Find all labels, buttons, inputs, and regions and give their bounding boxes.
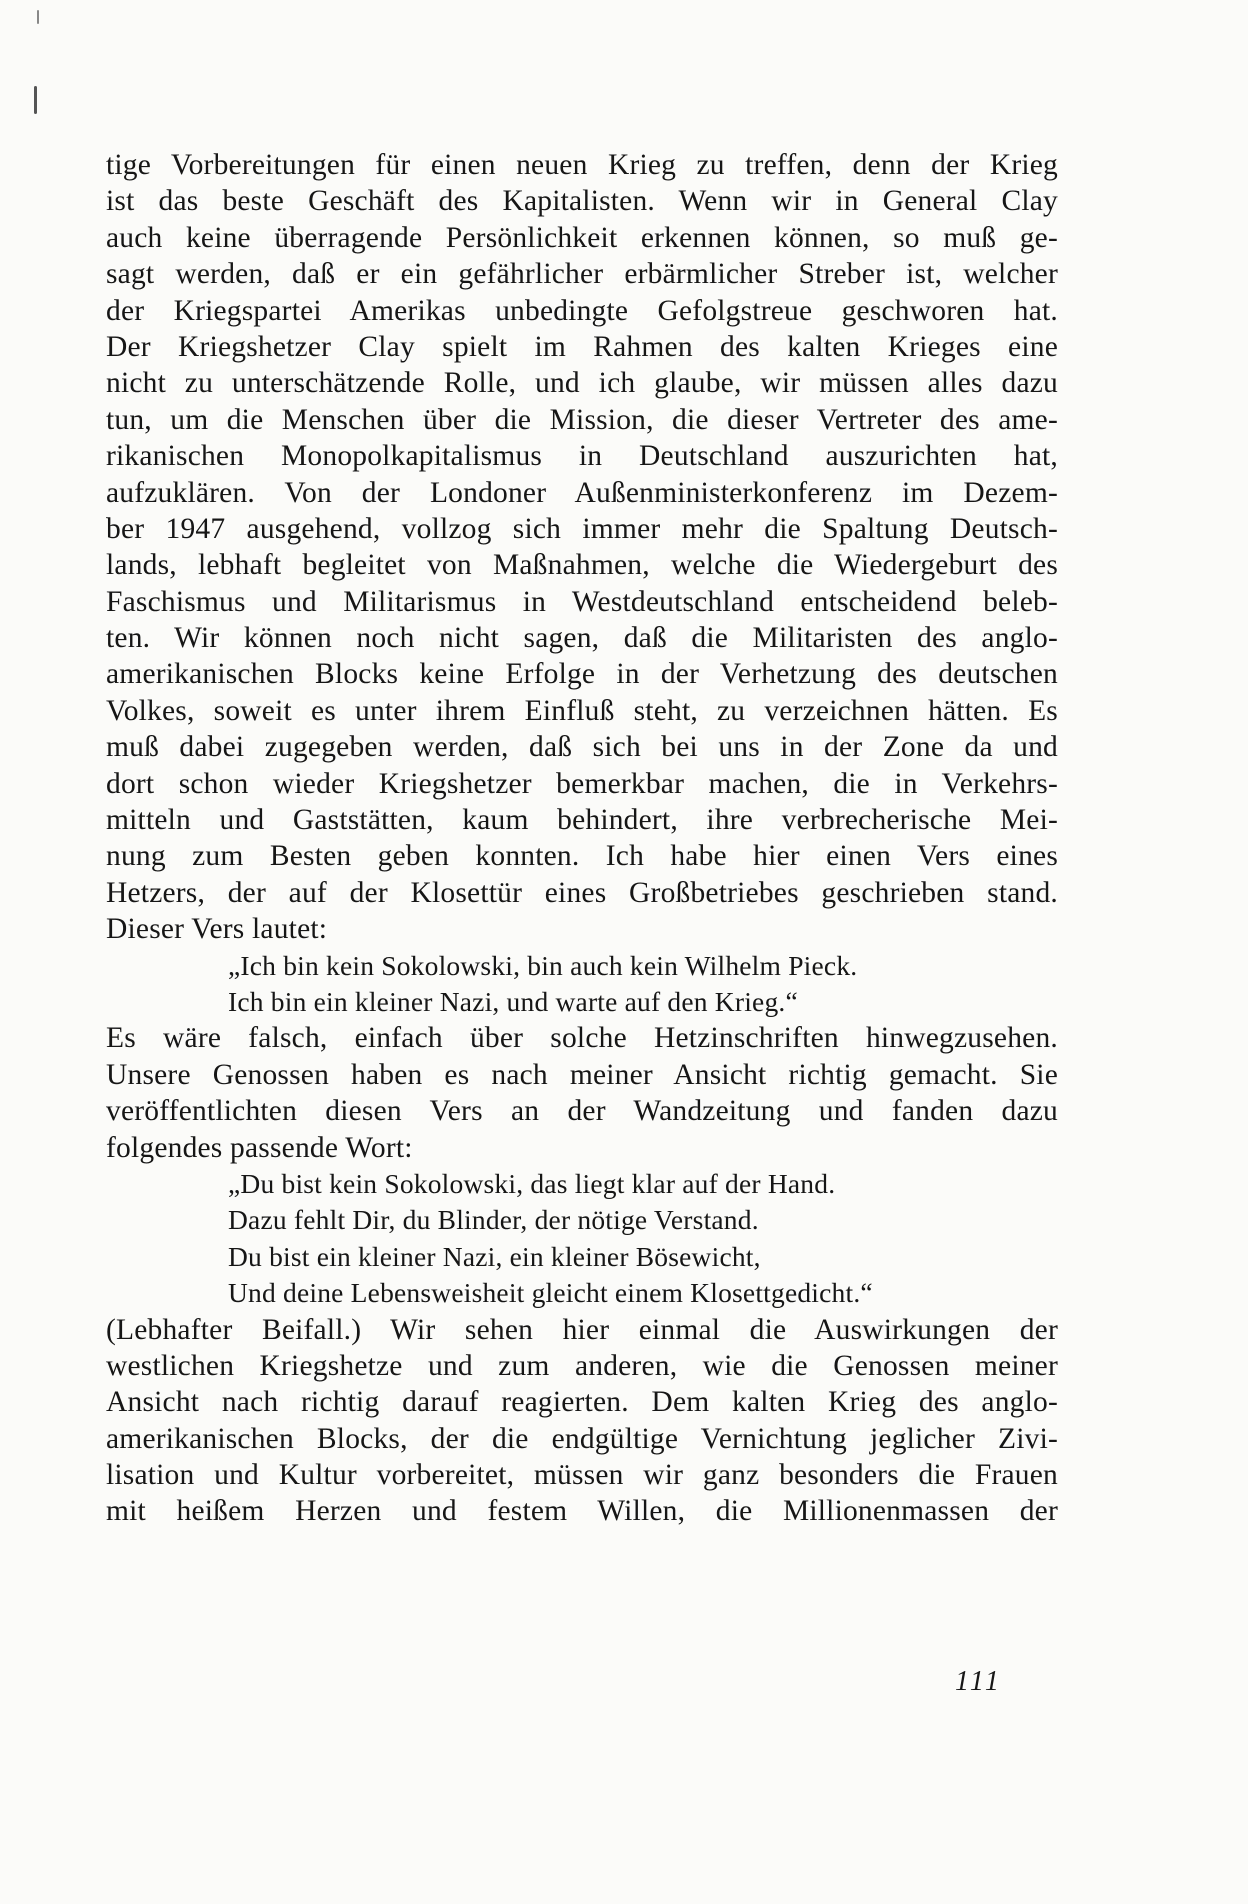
text-line: amerikanischen Blocks, der die endgültige Vernichtung jeglicher Zivi-: [106, 1422, 1058, 1455]
text-line: folgendes passende Wort:: [106, 1131, 413, 1164]
text-line: tun, um die Menschen über die Mission, die dieser Vertreter des ame-: [106, 403, 1058, 436]
text-line: westlichen Kriegshetze und zum anderen, wie die Genossen meiner: [106, 1349, 1058, 1382]
text-line: ten. Wir können noch nicht sagen, daß die Militaristen des anglo-: [106, 622, 1058, 655]
text-line: Dieser Vers lautet:: [106, 913, 328, 946]
text-line: ber 1947 ausgehend, vollzog sich immer mehr die Spaltung Deutsch-: [106, 512, 1058, 545]
text-line: nung zum Besten geben konnten. Ich habe hier einen Vers eines: [106, 840, 1058, 873]
text-line: der Kriegspartei Amerikas unbedingte Gefolgstreue geschworen hat.: [106, 294, 1058, 327]
text-line: Unsere Genossen haben es nach meiner Ansicht richtig gemacht. Sie: [106, 1058, 1058, 1091]
text-line: nicht zu unterschätzende Rolle, und ich glaube, wir müssen alles dazu: [106, 367, 1058, 400]
text-line: veröffentlichten diesen Vers an der Wandzeitung und fanden dazu: [106, 1095, 1058, 1128]
scan-edge-mark: [37, 10, 39, 24]
text-line: mitteln und Gaststätten, kaum behindert, ihre verbrecherische Mei-: [106, 804, 1058, 837]
text-line: aufzuklären. Von der Londoner Außenministerkonferenz im Dezem-: [106, 476, 1058, 509]
text-line: Ansicht nach richtig darauf reagierten. Dem kalten Krieg des anglo-: [106, 1386, 1058, 1419]
text-line: lands, lebhaft begleitet von Maßnahmen, welche die Wiedergeburt des: [106, 549, 1058, 582]
text-line: lisation und Kultur vorbereitet, müssen wir ganz besonders die Frauen: [106, 1459, 1058, 1492]
text-line: rikanischen Monopolkapitalismus in Deutschland auszurichten hat,: [106, 440, 1058, 473]
text-line: auch keine überragende Persönlichkeit erkennen können, so muß ge-: [106, 221, 1058, 254]
scan-edge-mark: [34, 86, 37, 114]
body-text: [106, 147, 1058, 1530]
text-line: Volkes, soweit es unter ihrem Einfluß steht, zu verzeichnen hätten. Es: [106, 694, 1058, 727]
text-line: tige Vorbereitungen für einen neuen Krieg zu treffen, denn der Krieg: [106, 149, 1058, 181]
text-line: sagt werden, daß er ein gefährlicher erbärmlicher Streber ist, welcher: [106, 258, 1058, 291]
verse-line: „Du bist kein Sokolowski, das liegt klar auf der Hand.: [228, 1167, 836, 1199]
page-number: 111: [955, 1666, 1002, 1697]
text-line: Faschismus und Militarismus in Westdeutschland entscheidend beleb-: [106, 585, 1058, 618]
text-line: amerikanischen Blocks keine Erfolge in der Verhetzung des deutschen: [106, 658, 1058, 691]
verse-line: Dazu fehlt Dir, du Blinder, der nötige Verstand.: [228, 1204, 759, 1236]
text-line: Hetzers, der auf der Klosettür eines Großbetriebes geschrieben stand.: [106, 876, 1058, 909]
text-line: Es wäre falsch, einfach über solche Hetzinschriften hinwegzusehen.: [106, 1022, 1058, 1055]
text-line: Der Kriegshetzer Clay spielt im Rahmen des kalten Krieges eine: [106, 330, 1058, 363]
verse-line: Und deine Lebensweisheit gleicht einem Klosettgedicht.“: [228, 1277, 873, 1309]
verse-line: „Ich bin kein Sokolowski, bin auch kein Wilhelm Pieck.: [228, 949, 858, 981]
text-line: ist das beste Geschäft des Kapitalisten. Wenn wir in General Clay: [106, 185, 1058, 218]
verse-line: Du bist ein kleiner Nazi, ein kleiner Bösewicht,: [228, 1240, 761, 1272]
text-line: dort schon wieder Kriegshetzer bemerkbar machen, die in Verkehrs-: [106, 767, 1058, 800]
text-line: muß dabei zugegeben werden, daß sich bei uns in der Zone da und: [106, 731, 1058, 764]
verse-line: Ich bin ein kleiner Nazi, und warte auf den Krieg.“: [228, 985, 798, 1017]
text-line: mit heißem Herzen und festem Willen, die Millionenmassen der: [106, 1495, 1058, 1528]
text-line: (Lebhafter Beifall.) Wir sehen hier einmal die Auswirkungen der: [106, 1313, 1058, 1346]
